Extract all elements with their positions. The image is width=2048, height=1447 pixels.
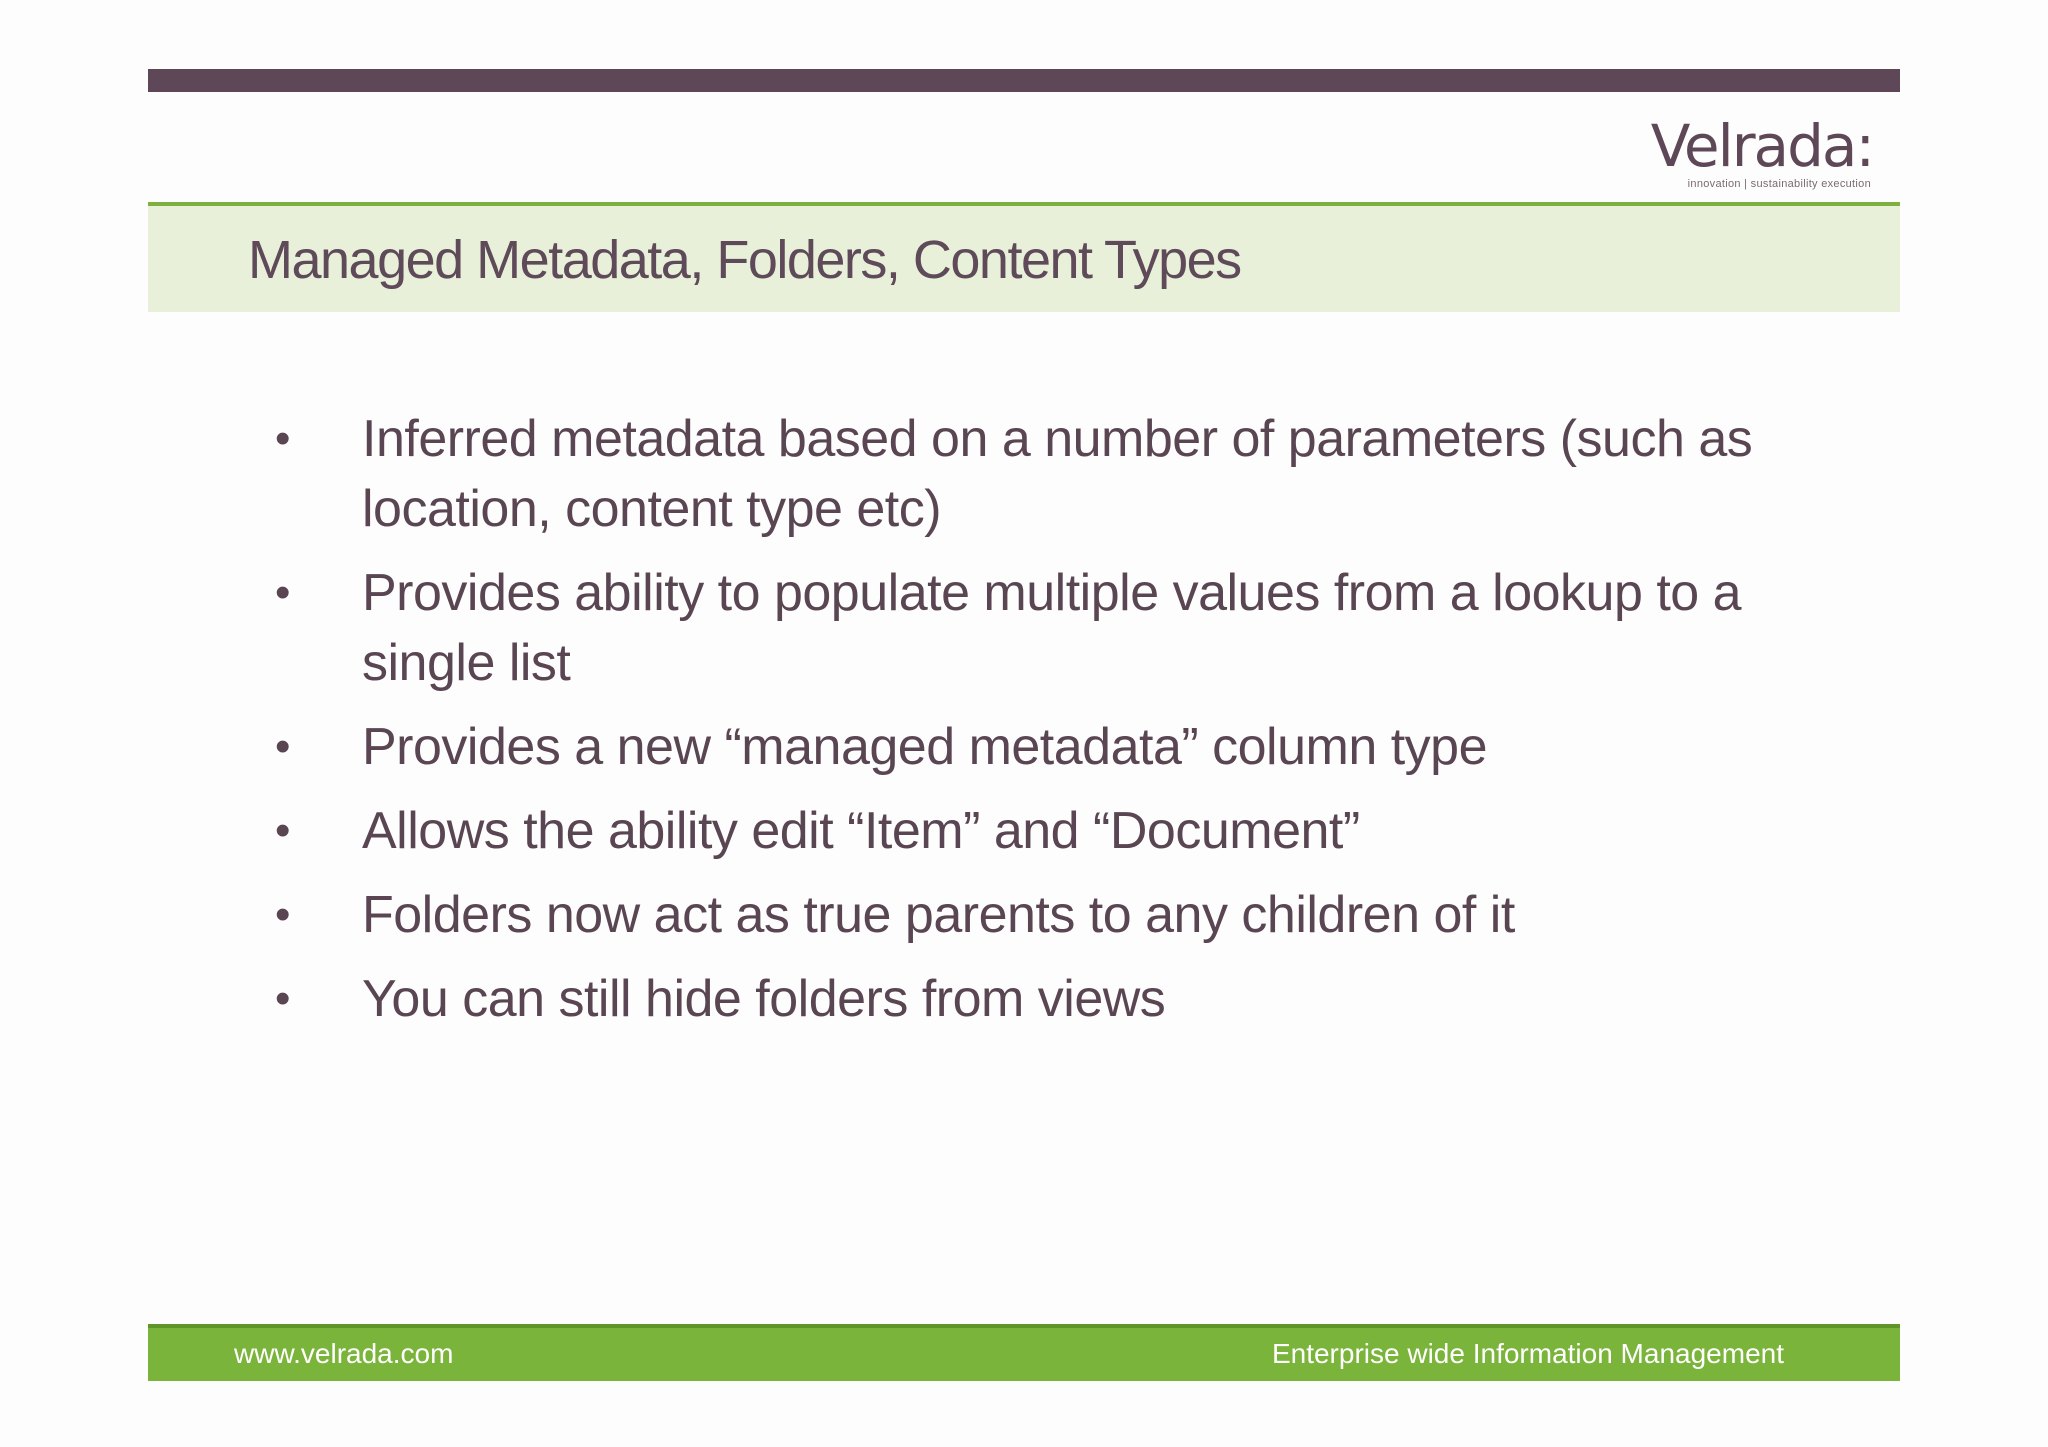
top-accent-bar [148, 69, 1900, 92]
bullet-text: You can still hide folders from views [362, 970, 1166, 1028]
slide-title: Managed Metadata, Folders, Content Types [248, 230, 1241, 290]
bullet-item [270, 796, 1870, 866]
logo-wordmark: Velrada: [1650, 112, 1873, 180]
bullet-dot-icon: • [275, 974, 290, 1023]
bullet-text: Allows the ability edit “Item” and “Document” [362, 802, 1360, 860]
bullet-text: Provides ability to populate multiple values from a lookup to a single list [362, 564, 1742, 692]
bullet-item [270, 964, 1870, 1034]
bullet-text: Provides a new “managed metadata” column type [362, 718, 1488, 776]
velrada-logo [1650, 112, 1875, 198]
bullet-item [270, 558, 1870, 698]
bullet-item [270, 880, 1870, 950]
bullet-list [270, 404, 1870, 1048]
footer-tagline: Enterprise wide Information Management [1271, 1338, 1784, 1369]
bullet-text: Folders now act as true parents to any children of it [362, 886, 1515, 944]
bullet-item [270, 712, 1870, 782]
footer-bar [148, 1324, 1900, 1381]
bullet-dot-icon: • [275, 414, 290, 463]
footer-url-link[interactable]: www.velrada.com [234, 1338, 454, 1369]
bullet-dot-icon: • [275, 568, 290, 617]
bullet-dot-icon: • [275, 890, 290, 939]
logo-tagline: innovation | sustainability execution [1687, 178, 1871, 190]
bullet-dot-icon: • [275, 722, 290, 771]
bullet-dot-icon: • [275, 806, 290, 855]
title-band [148, 202, 1900, 312]
bullet-text: Inferred metadata based on a number of parameters (such as location, content type etc) [362, 410, 1753, 538]
bullet-item [270, 404, 1870, 544]
